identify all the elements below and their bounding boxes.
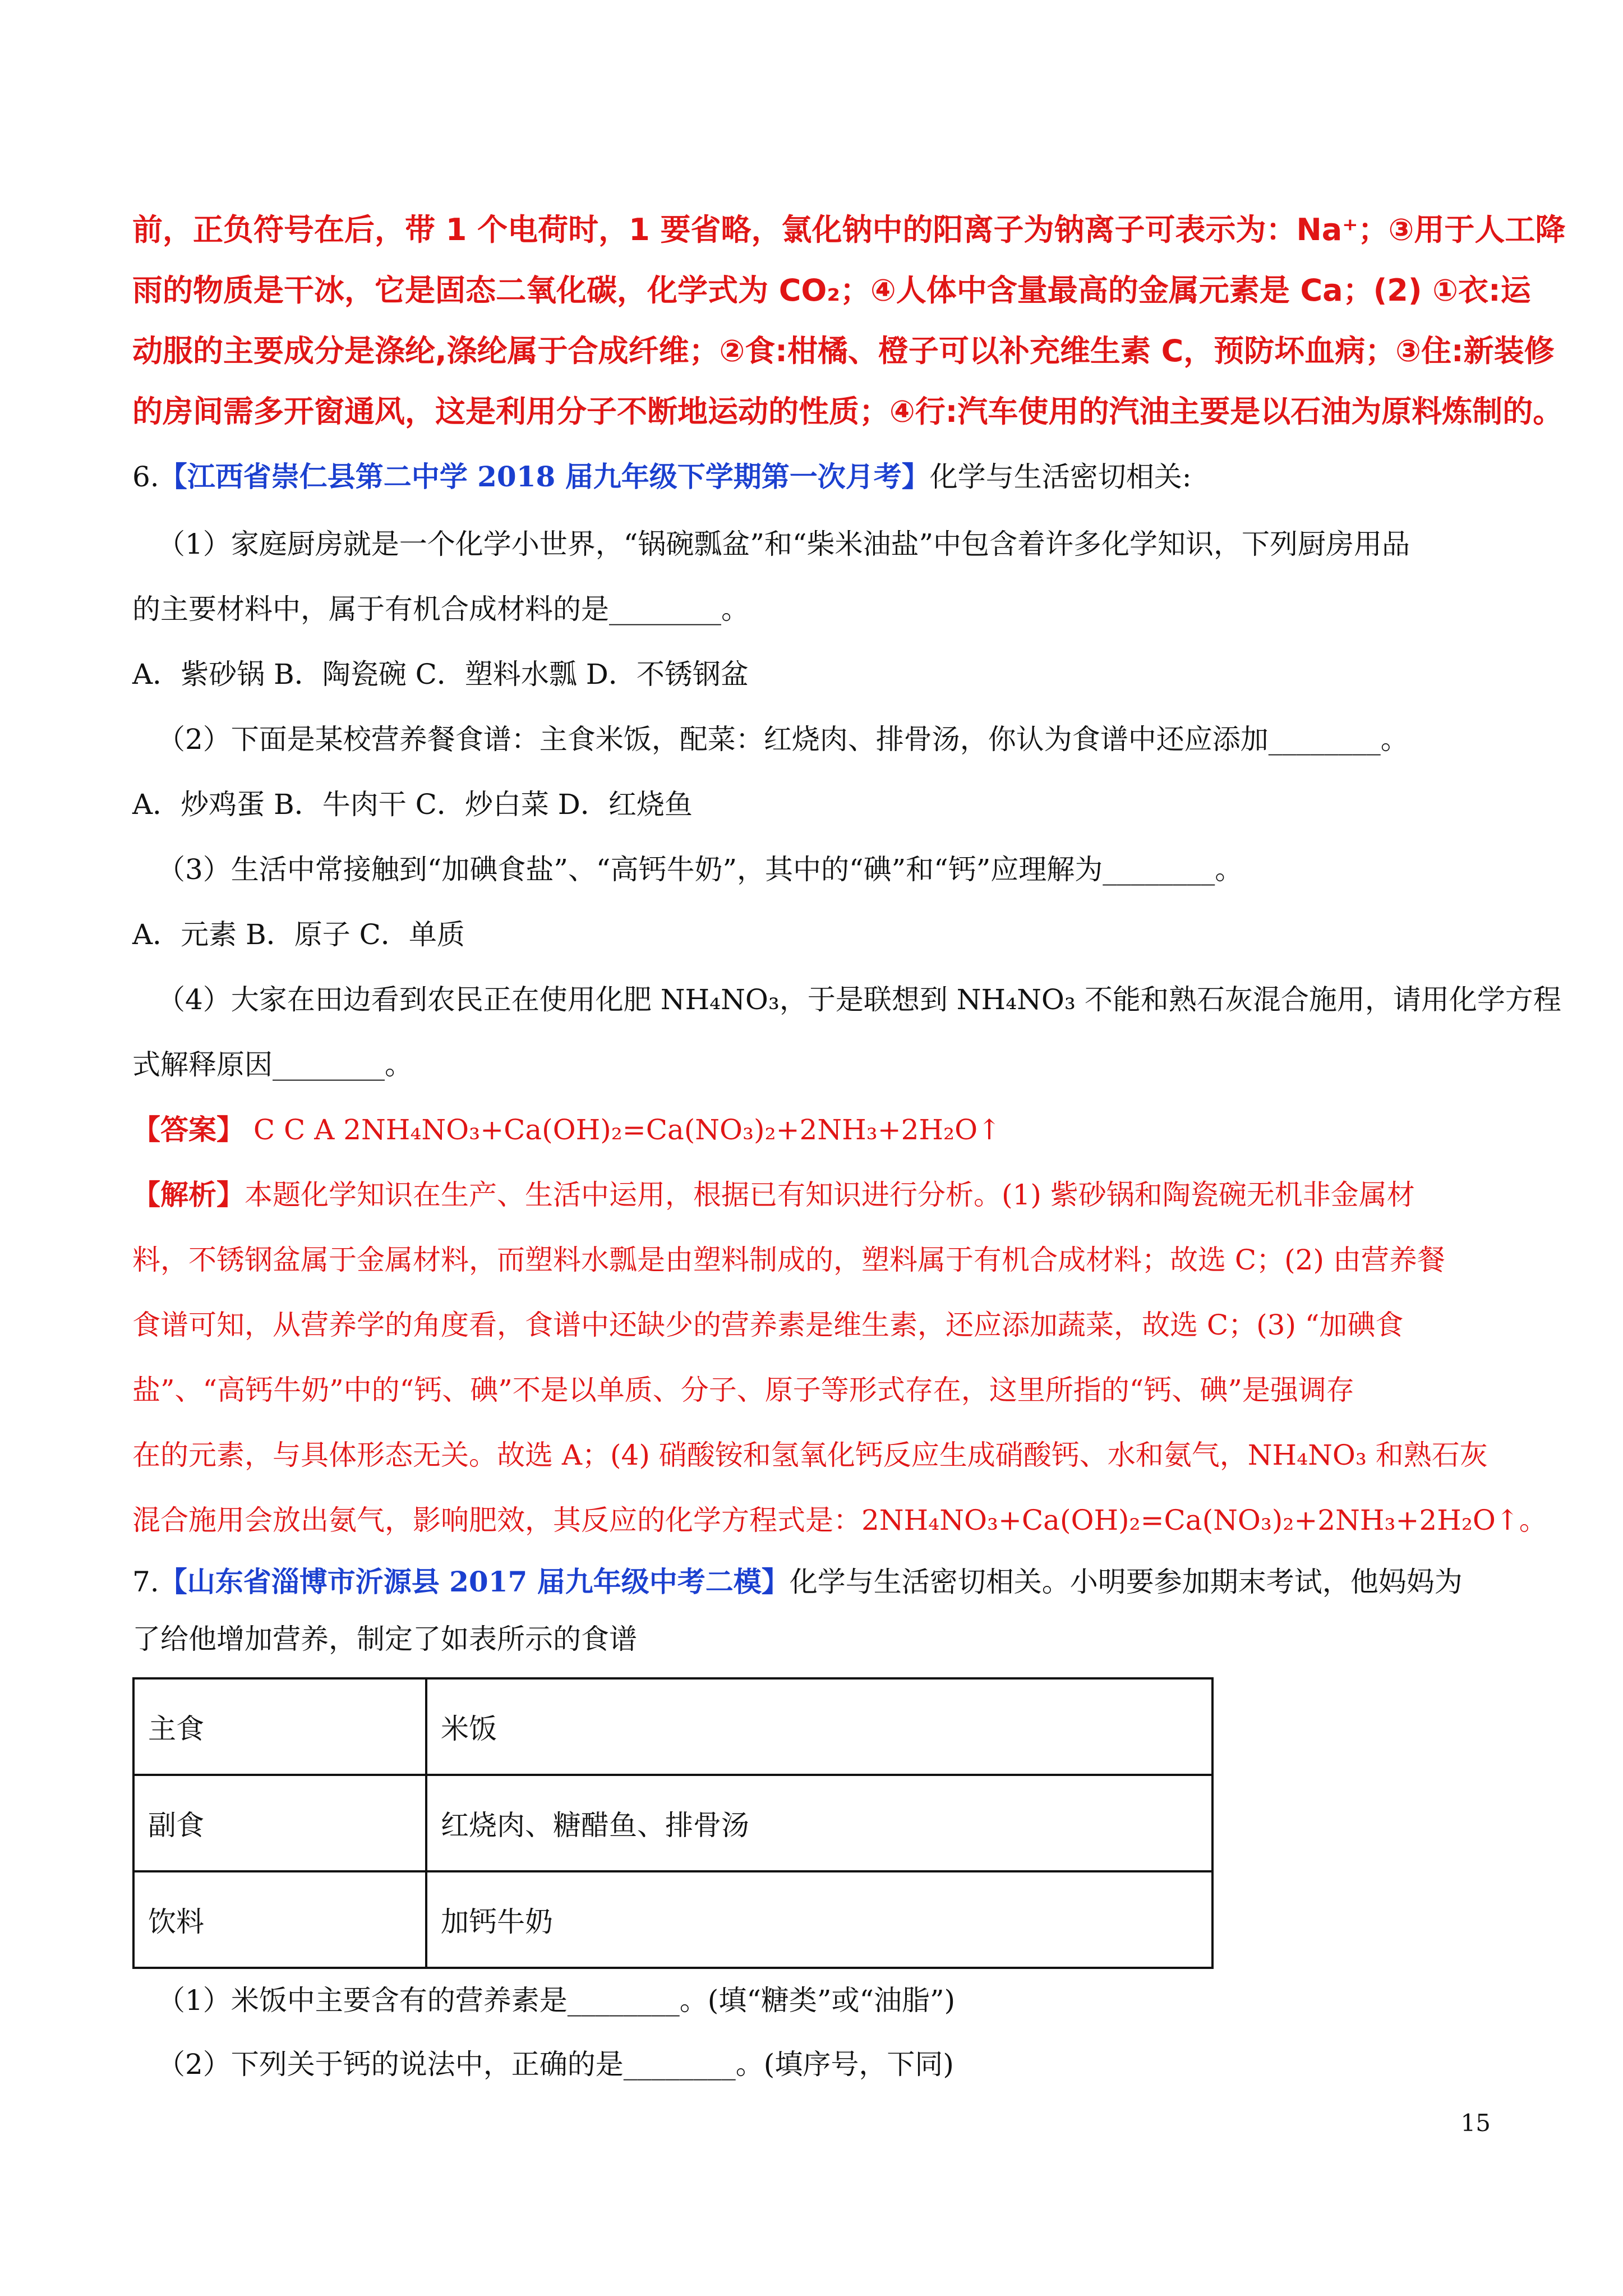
q7-source-open: 【 [159,1565,187,1598]
table-row [133,1871,1212,1968]
q6-analysis-line4: 盐”、“高钙牛奶”中的“钙、碘”不是以单质、分子、原子等形式存在，这里所指的“钙、碘”是强调存 [132,1374,1354,1406]
analysis-text-1: 本题化学知识在生产、生活中运用，根据已有知识进行分析。(1) 紫砂锅和陶瓷碗无机非金属材 [245,1179,1415,1211]
table-row [133,1775,1212,1871]
q6-analysis-line3: 食谱可知，从营养学的角度看，食谱中还缺少的营养素是维生素，还应添加蔬菜，故选 C；(3) “加碘食 [132,1309,1404,1341]
q6-source-close: 】 [901,460,930,493]
table-cell-label: 副食 [133,1775,426,1871]
q6-part4-line2: 式解释原因________。 [132,1048,413,1081]
q6-part4-line1: （4）大家在田边看到农民正在使用化肥 NH₄NO₃，于是联想到 NH₄NO₃ 不能和熟石灰混合施用，请用化学方程 [157,983,1561,1016]
answer-continuation-line-4: 的房间需多开窗通风，这是利用分子不断地运动的性质；④行:汽车使用的汽油主要是以石油为原料炼制的。 [132,394,1564,429]
q7-number: 7. [132,1566,159,1598]
table-row [133,1678,1212,1775]
q7-stem-1: 化学与生活密切相关。小明要参加期末考试，他妈妈为 [789,1566,1463,1598]
q6-analysis-line5: 在的元素，与具体形态无关。故选 A；(4) 硝酸铵和氢氧化钙反应生成硝酸钙、水和氨气，NH₄NO₃ 和熟石灰 [132,1439,1488,1471]
q7-stem-line2: 了给他增加营养，制定了如表所示的食谱 [132,1623,637,1655]
answer-continuation-line-3: 动服的主要成分是涤纶,涤纶属于合成纤维；②食:柑橘、橙子可以补充维生素 C，预防坏血病；③住:新装修 [132,333,1555,369]
q6-part3-line: （3）生活中常接触到“加碘食盐”、“高钙牛奶”，其中的“碘”和“钙”应理解为________。 [157,853,1243,886]
analysis-tag: 【解析】 [132,1178,245,1211]
answer-text: C C A 2NH₄NO₃+Ca(OH)₂=Ca(NO₃)₂+2NH₃+2H₂O↑ [245,1114,1001,1146]
q7-source-close: 】 [761,1565,790,1598]
q6-source: 江西省崇仁县第二中学 2018 届九年级下学期第一次月考 [187,460,902,493]
q6-number: 6. [132,461,159,493]
table-cell-label: 主食 [133,1678,426,1775]
q6-analysis-line2: 料，不锈钢盆属于金属材料，而塑料水瓢是由塑料制成的，塑料属于有机合成材料；故选 C；(2) 由营养餐 [132,1244,1445,1276]
q6-part2-options: A．炒鸡蛋 B．牛肉干 C．炒白菜 D．红烧鱼 [132,788,693,821]
table-cell-value: 米饭 [426,1678,1212,1775]
q7-heading [132,1564,1491,1600]
meal-plan-table [132,1677,1214,1969]
q6-stem: 化学与生活密切相关: [929,461,1192,493]
q6-part3-options: A．元素 B．原子 C．单质 [132,918,465,951]
q7-part2-line: （2）下列关于钙的说法中，正确的是________。(填序号，下同) [157,2048,954,2081]
answer-continuation-line-2: 雨的物质是干冰，它是固态二氧化碳，化学式为 CO₂；④人体中含量最高的金属元素是 Ca；(2) ①衣:运 [132,273,1531,308]
q7-part1-line: （1）米饭中主要含有的营养素是________。(填“糖类”或“油脂”) [157,1984,956,2017]
q6-part1-line2: 的主要材料中，属于有机合成材料的是________。 [132,593,749,625]
answer-tag: 【答案】 [132,1113,245,1146]
page-number: 15 [1460,2109,1491,2137]
q6-part1-options: A．紫砂锅 B．陶瓷碗 C．塑料水瓢 D．不锈钢盆 [132,658,749,691]
q6-heading [132,459,1491,495]
q6-analysis-line6: 混合施用会放出氨气，影响肥效，其反应的化学方程式是：2NH₄NO₃+Ca(OH)₂=Ca(NO₃)₂+2NH₃+2H₂O↑。 [132,1504,1547,1536]
q6-answer [132,1112,1491,1148]
q6-source-open: 【 [159,460,187,493]
q6-part2-line: （2）下面是某校营养餐食谱：主食米饭，配菜：红烧肉、排骨汤，你认为食谱中还应添加________。 [157,723,1409,756]
q6-part1-line1: （1）家庭厨房就是一个化学小世界，“锅碗瓢盆”和“柴米油盐”中包含着许多化学知识，下列厨房用品 [157,528,1410,560]
q7-source: 山东省淄博市沂源县 2017 届九年级中考二模 [187,1565,762,1598]
answer-continuation-line-1: 前，正负符号在后，带 1 个电荷时，1 要省略，氯化钠中的阳离子为钠离子可表示为：Na⁺；③用于人工降 [132,212,1566,247]
table-cell-value: 加钙牛奶 [426,1871,1212,1968]
table-cell-value: 红烧肉、糖醋鱼、排骨汤 [426,1775,1212,1871]
table-cell-label: 饮料 [133,1871,426,1968]
q6-analysis-line1 [132,1177,1491,1213]
